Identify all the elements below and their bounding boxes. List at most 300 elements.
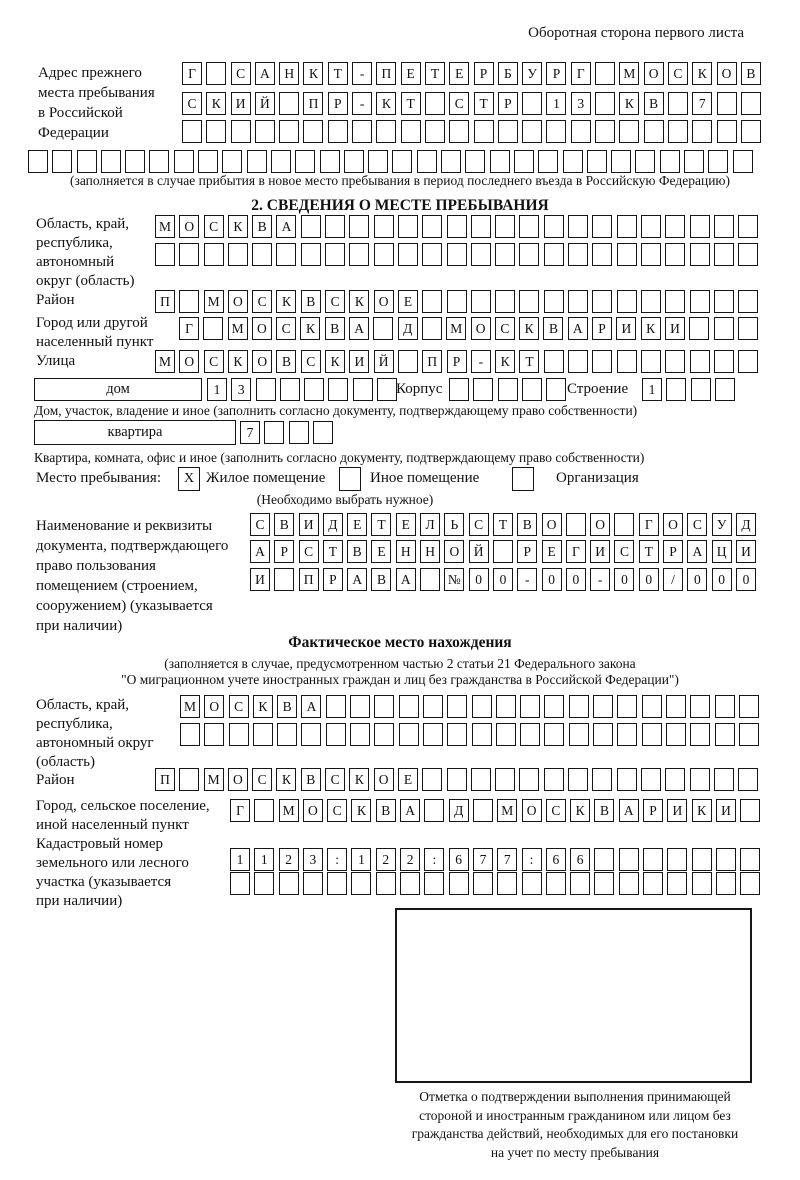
char-cell[interactable]: Т	[425, 62, 445, 85]
char-cell[interactable]: Р	[274, 540, 294, 563]
char-cell[interactable]	[714, 317, 734, 340]
char-cell[interactable]: 1	[254, 848, 274, 871]
char-cell[interactable]: К	[376, 92, 396, 115]
char-cell[interactable]: Т	[323, 540, 343, 563]
char-cell[interactable]	[422, 317, 442, 340]
char-cell[interactable]: С	[182, 92, 202, 115]
char-cell[interactable]	[398, 215, 418, 238]
char-cell[interactable]	[714, 768, 734, 791]
char-cell[interactable]	[417, 150, 437, 173]
char-cell[interactable]	[715, 723, 735, 746]
char-cell[interactable]	[522, 120, 542, 143]
char-cell[interactable]	[447, 215, 467, 238]
char-cell[interactable]: К	[228, 215, 248, 238]
char-cell[interactable]	[740, 872, 760, 895]
char-cell[interactable]: А	[347, 568, 367, 591]
char-cell[interactable]	[155, 243, 175, 266]
char-cell[interactable]	[684, 150, 704, 173]
char-cell[interactable]	[738, 243, 758, 266]
char-cell[interactable]: 0	[687, 568, 707, 591]
char-cell[interactable]	[641, 768, 661, 791]
char-cell[interactable]	[149, 150, 169, 173]
char-cell[interactable]	[280, 378, 300, 401]
char-cell[interactable]	[420, 568, 440, 591]
char-cell[interactable]: /	[663, 568, 683, 591]
char-cell[interactable]	[641, 350, 661, 373]
char-cell[interactable]: Т	[639, 540, 659, 563]
char-cell[interactable]	[325, 215, 345, 238]
char-cell[interactable]: С	[614, 540, 634, 563]
char-cell[interactable]	[279, 92, 299, 115]
char-cell[interactable]: К	[692, 799, 712, 822]
char-cell[interactable]	[592, 768, 612, 791]
char-cell[interactable]: -	[517, 568, 537, 591]
char-cell[interactable]: И	[667, 799, 687, 822]
char-cell[interactable]: Н	[420, 540, 440, 563]
char-cell[interactable]	[231, 120, 251, 143]
char-cell[interactable]: И	[736, 540, 756, 563]
char-cell[interactable]	[617, 290, 637, 313]
char-cell[interactable]	[690, 243, 710, 266]
char-cell[interactable]: У	[522, 62, 542, 85]
char-cell[interactable]	[592, 215, 612, 238]
char-cell[interactable]: И	[299, 513, 319, 536]
char-cell[interactable]	[568, 215, 588, 238]
char-cell[interactable]: 0	[736, 568, 756, 591]
char-cell[interactable]: Т	[371, 513, 391, 536]
char-cell[interactable]: Д	[323, 513, 343, 536]
char-cell[interactable]	[77, 150, 97, 173]
char-cell[interactable]: 7	[692, 92, 712, 115]
char-cell[interactable]	[472, 695, 492, 718]
char-cell[interactable]	[422, 243, 442, 266]
char-cell[interactable]	[465, 150, 485, 173]
char-cell[interactable]	[641, 215, 661, 238]
char-cell[interactable]: К	[519, 317, 539, 340]
char-cell[interactable]	[447, 290, 467, 313]
char-cell[interactable]: О	[228, 290, 248, 313]
char-cell[interactable]	[498, 378, 518, 401]
char-cell[interactable]	[254, 799, 274, 822]
char-cell[interactable]	[328, 120, 348, 143]
char-cell[interactable]	[490, 150, 510, 173]
char-cell[interactable]: О	[179, 215, 199, 238]
char-cell[interactable]	[587, 150, 607, 173]
char-cell[interactable]	[252, 243, 272, 266]
char-cell[interactable]: 1	[351, 848, 371, 871]
char-cell[interactable]: 3	[231, 378, 251, 401]
char-cell[interactable]	[229, 723, 249, 746]
char-cell[interactable]	[328, 378, 348, 401]
char-cell[interactable]	[665, 290, 685, 313]
char-cell[interactable]	[692, 120, 712, 143]
char-cell[interactable]: К	[276, 290, 296, 313]
char-cell[interactable]	[353, 378, 373, 401]
char-cell[interactable]	[289, 421, 309, 444]
char-cell[interactable]: С	[231, 62, 251, 85]
char-cell[interactable]	[471, 768, 491, 791]
char-cell[interactable]	[595, 92, 615, 115]
char-cell[interactable]	[204, 723, 224, 746]
char-cell[interactable]	[447, 723, 467, 746]
char-cell[interactable]	[546, 378, 566, 401]
char-cell[interactable]	[569, 695, 589, 718]
char-cell[interactable]	[230, 872, 250, 895]
char-cell[interactable]: Ц	[712, 540, 732, 563]
char-cell[interactable]: С	[204, 215, 224, 238]
char-cell[interactable]	[592, 290, 612, 313]
char-cell[interactable]: 0	[469, 568, 489, 591]
char-cell[interactable]	[264, 421, 284, 444]
char-cell[interactable]	[279, 872, 299, 895]
char-cell[interactable]	[495, 768, 515, 791]
char-cell[interactable]	[667, 872, 687, 895]
char-cell[interactable]	[668, 120, 688, 143]
char-cell[interactable]	[666, 723, 686, 746]
char-cell[interactable]	[544, 768, 564, 791]
char-cell[interactable]	[538, 150, 558, 173]
char-cell[interactable]	[325, 243, 345, 266]
char-cell[interactable]: А	[301, 695, 321, 718]
char-cell[interactable]	[493, 540, 513, 563]
char-cell[interactable]: О	[228, 768, 248, 791]
char-cell[interactable]	[522, 92, 542, 115]
char-cell[interactable]	[344, 150, 364, 173]
char-cell[interactable]: А	[687, 540, 707, 563]
char-cell[interactable]	[303, 872, 323, 895]
char-cell[interactable]	[690, 723, 710, 746]
char-cell[interactable]	[717, 120, 737, 143]
char-cell[interactable]	[179, 768, 199, 791]
char-cell[interactable]: 0	[614, 568, 634, 591]
char-cell[interactable]	[472, 723, 492, 746]
char-cell[interactable]	[471, 215, 491, 238]
char-cell[interactable]: О	[590, 513, 610, 536]
char-cell[interactable]: Р	[546, 62, 566, 85]
char-cell[interactable]: М	[279, 799, 299, 822]
char-cell[interactable]	[617, 768, 637, 791]
char-cell[interactable]: С	[250, 513, 270, 536]
char-cell[interactable]	[594, 848, 614, 871]
checkbox-organizatsiya[interactable]	[512, 467, 534, 491]
char-cell[interactable]: Г	[230, 799, 250, 822]
char-cell[interactable]	[692, 848, 712, 871]
char-cell[interactable]	[716, 848, 736, 871]
char-cell[interactable]	[471, 290, 491, 313]
char-cell[interactable]: К	[351, 799, 371, 822]
char-cell[interactable]	[203, 317, 223, 340]
char-cell[interactable]	[619, 120, 639, 143]
char-cell[interactable]: В	[252, 215, 272, 238]
char-cell[interactable]	[520, 723, 540, 746]
char-cell[interactable]: К	[228, 350, 248, 373]
checkbox-zhiloe[interactable]: X	[178, 467, 200, 491]
char-cell[interactable]: Р	[474, 62, 494, 85]
char-cell[interactable]: О	[374, 768, 394, 791]
char-cell[interactable]: О	[303, 799, 323, 822]
char-cell[interactable]: 0	[542, 568, 562, 591]
char-cell[interactable]	[568, 768, 588, 791]
char-cell[interactable]: О	[179, 350, 199, 373]
char-cell[interactable]: -	[352, 92, 372, 115]
char-cell[interactable]	[740, 848, 760, 871]
char-cell[interactable]	[714, 215, 734, 238]
char-cell[interactable]	[449, 120, 469, 143]
char-cell[interactable]	[739, 695, 759, 718]
char-cell[interactable]	[349, 215, 369, 238]
char-cell[interactable]	[666, 695, 686, 718]
char-cell[interactable]	[422, 215, 442, 238]
char-cell[interactable]	[568, 243, 588, 266]
char-cell[interactable]: С	[252, 290, 272, 313]
char-cell[interactable]: М	[497, 799, 517, 822]
char-cell[interactable]	[301, 215, 321, 238]
char-cell[interactable]: К	[303, 62, 323, 85]
char-cell[interactable]	[206, 62, 226, 85]
char-cell[interactable]	[660, 150, 680, 173]
char-cell[interactable]	[690, 695, 710, 718]
char-cell[interactable]: С	[668, 62, 688, 85]
char-cell[interactable]: С	[495, 317, 515, 340]
char-cell[interactable]: -	[352, 62, 372, 85]
char-cell[interactable]: :	[522, 848, 542, 871]
char-cell[interactable]	[399, 695, 419, 718]
char-cell[interactable]	[400, 872, 420, 895]
char-cell[interactable]: Г	[182, 62, 202, 85]
char-cell[interactable]: В	[741, 62, 761, 85]
char-cell[interactable]	[392, 150, 412, 173]
char-cell[interactable]	[326, 723, 346, 746]
char-cell[interactable]	[738, 768, 758, 791]
char-cell[interactable]	[665, 243, 685, 266]
char-cell[interactable]	[690, 215, 710, 238]
char-cell[interactable]	[301, 723, 321, 746]
char-cell[interactable]	[594, 872, 614, 895]
char-cell[interactable]: В	[594, 799, 614, 822]
char-cell[interactable]	[304, 378, 324, 401]
char-cell[interactable]	[52, 150, 72, 173]
char-cell[interactable]: Д	[736, 513, 756, 536]
char-cell[interactable]	[204, 243, 224, 266]
char-cell[interactable]: А	[568, 317, 588, 340]
char-cell[interactable]	[495, 215, 515, 238]
char-cell[interactable]	[611, 150, 631, 173]
char-cell[interactable]	[708, 150, 728, 173]
char-cell[interactable]	[566, 513, 586, 536]
char-cell[interactable]	[544, 723, 564, 746]
char-cell[interactable]	[374, 695, 394, 718]
char-cell[interactable]: О	[717, 62, 737, 85]
char-cell[interactable]	[665, 350, 685, 373]
char-cell[interactable]	[447, 243, 467, 266]
char-cell[interactable]: О	[252, 317, 272, 340]
char-cell[interactable]	[424, 872, 444, 895]
char-cell[interactable]: В	[325, 317, 345, 340]
char-cell[interactable]	[563, 150, 583, 173]
char-cell[interactable]	[228, 243, 248, 266]
char-cell[interactable]: М	[155, 350, 175, 373]
char-cell[interactable]	[182, 120, 202, 143]
char-cell[interactable]	[374, 243, 394, 266]
char-cell[interactable]	[741, 120, 761, 143]
char-cell[interactable]	[667, 848, 687, 871]
char-cell[interactable]: Т	[474, 92, 494, 115]
char-cell[interactable]	[271, 150, 291, 173]
char-cell[interactable]	[351, 872, 371, 895]
char-cell[interactable]: С	[276, 317, 296, 340]
char-cell[interactable]: И	[716, 799, 736, 822]
char-cell[interactable]	[635, 150, 655, 173]
char-cell[interactable]	[514, 150, 534, 173]
char-cell[interactable]: С	[204, 350, 224, 373]
char-cell[interactable]: В	[301, 290, 321, 313]
char-cell[interactable]	[254, 872, 274, 895]
char-cell[interactable]: 6	[546, 848, 566, 871]
char-cell[interactable]: К	[495, 350, 515, 373]
char-cell[interactable]	[592, 243, 612, 266]
char-cell[interactable]: Й	[255, 92, 275, 115]
char-cell[interactable]	[519, 290, 539, 313]
char-cell[interactable]	[423, 695, 443, 718]
char-cell[interactable]: 7	[473, 848, 493, 871]
char-cell[interactable]	[642, 695, 662, 718]
char-cell[interactable]: :	[424, 848, 444, 871]
char-cell[interactable]: В	[371, 568, 391, 591]
char-cell[interactable]: 2	[279, 848, 299, 871]
char-cell[interactable]	[447, 768, 467, 791]
char-cell[interactable]	[399, 723, 419, 746]
char-cell[interactable]: К	[641, 317, 661, 340]
char-cell[interactable]	[569, 723, 589, 746]
char-cell[interactable]	[473, 872, 493, 895]
char-cell[interactable]: П	[422, 350, 442, 373]
char-cell[interactable]: Р	[517, 540, 537, 563]
char-cell[interactable]: К	[349, 768, 369, 791]
char-cell[interactable]	[222, 150, 242, 173]
char-cell[interactable]	[617, 243, 637, 266]
char-cell[interactable]	[738, 215, 758, 238]
char-cell[interactable]	[544, 243, 564, 266]
char-cell[interactable]	[373, 317, 393, 340]
char-cell[interactable]: Р	[447, 350, 467, 373]
char-cell[interactable]	[714, 290, 734, 313]
char-cell[interactable]: Р	[498, 92, 518, 115]
char-cell[interactable]: Р	[663, 540, 683, 563]
char-cell[interactable]: О	[471, 317, 491, 340]
char-cell[interactable]: А	[349, 317, 369, 340]
char-cell[interactable]	[544, 290, 564, 313]
char-cell[interactable]	[368, 150, 388, 173]
char-cell[interactable]	[303, 120, 323, 143]
char-cell[interactable]	[206, 120, 226, 143]
char-cell[interactable]: К	[570, 799, 590, 822]
char-cell[interactable]: 1	[230, 848, 250, 871]
char-cell[interactable]	[546, 872, 566, 895]
char-cell[interactable]: К	[276, 768, 296, 791]
char-cell[interactable]: С	[252, 768, 272, 791]
char-cell[interactable]	[519, 768, 539, 791]
char-cell[interactable]	[717, 92, 737, 115]
char-cell[interactable]: Т	[401, 92, 421, 115]
char-cell[interactable]	[101, 150, 121, 173]
char-cell[interactable]: И	[231, 92, 251, 115]
char-cell[interactable]: Н	[396, 540, 416, 563]
char-cell[interactable]	[313, 421, 333, 444]
char-cell[interactable]: О	[644, 62, 664, 85]
char-cell[interactable]: Б	[498, 62, 518, 85]
char-cell[interactable]	[519, 215, 539, 238]
char-cell[interactable]	[570, 872, 590, 895]
char-cell[interactable]	[733, 150, 753, 173]
char-cell[interactable]	[253, 723, 273, 746]
char-cell[interactable]	[595, 120, 615, 143]
char-cell[interactable]	[449, 872, 469, 895]
char-cell[interactable]	[424, 799, 444, 822]
char-cell[interactable]	[617, 215, 637, 238]
char-cell[interactable]: К	[325, 350, 345, 373]
char-cell[interactable]	[274, 568, 294, 591]
char-cell[interactable]: В	[517, 513, 537, 536]
char-cell[interactable]: С	[687, 513, 707, 536]
char-cell[interactable]	[376, 872, 396, 895]
char-cell[interactable]: М	[204, 768, 224, 791]
char-cell[interactable]	[473, 378, 493, 401]
char-cell[interactable]: А	[255, 62, 275, 85]
char-cell[interactable]	[471, 243, 491, 266]
char-cell[interactable]	[276, 243, 296, 266]
char-cell[interactable]	[714, 243, 734, 266]
char-cell[interactable]: С	[325, 290, 345, 313]
char-cell[interactable]: Р	[328, 92, 348, 115]
char-cell[interactable]: 0	[712, 568, 732, 591]
char-cell[interactable]	[174, 150, 194, 173]
char-cell[interactable]: Ь	[444, 513, 464, 536]
char-cell[interactable]: 6	[449, 848, 469, 871]
char-cell[interactable]: С	[327, 799, 347, 822]
char-cell[interactable]	[593, 695, 613, 718]
char-cell[interactable]	[497, 872, 517, 895]
char-cell[interactable]: У	[712, 513, 732, 536]
char-cell[interactable]: К	[619, 92, 639, 115]
char-cell[interactable]	[256, 378, 276, 401]
char-cell[interactable]	[522, 872, 542, 895]
char-cell[interactable]	[595, 62, 615, 85]
char-cell[interactable]	[495, 243, 515, 266]
char-cell[interactable]: О	[542, 513, 562, 536]
char-cell[interactable]	[546, 120, 566, 143]
char-cell[interactable]	[544, 350, 564, 373]
char-cell[interactable]	[423, 723, 443, 746]
char-cell[interactable]	[714, 350, 734, 373]
char-cell[interactable]: П	[299, 568, 319, 591]
char-cell[interactable]	[374, 723, 394, 746]
char-cell[interactable]	[715, 695, 735, 718]
char-cell[interactable]: Й	[374, 350, 394, 373]
char-cell[interactable]	[690, 768, 710, 791]
char-cell[interactable]	[374, 215, 394, 238]
char-cell[interactable]	[495, 290, 515, 313]
char-cell[interactable]: И	[616, 317, 636, 340]
char-cell[interactable]: 1	[546, 92, 566, 115]
char-cell[interactable]: А	[250, 540, 270, 563]
char-cell[interactable]	[350, 723, 370, 746]
char-cell[interactable]	[592, 350, 612, 373]
char-cell[interactable]: С	[449, 92, 469, 115]
char-cell[interactable]: В	[376, 799, 396, 822]
char-cell[interactable]: Е	[371, 540, 391, 563]
char-cell[interactable]: О	[444, 540, 464, 563]
char-cell[interactable]: 0	[566, 568, 586, 591]
